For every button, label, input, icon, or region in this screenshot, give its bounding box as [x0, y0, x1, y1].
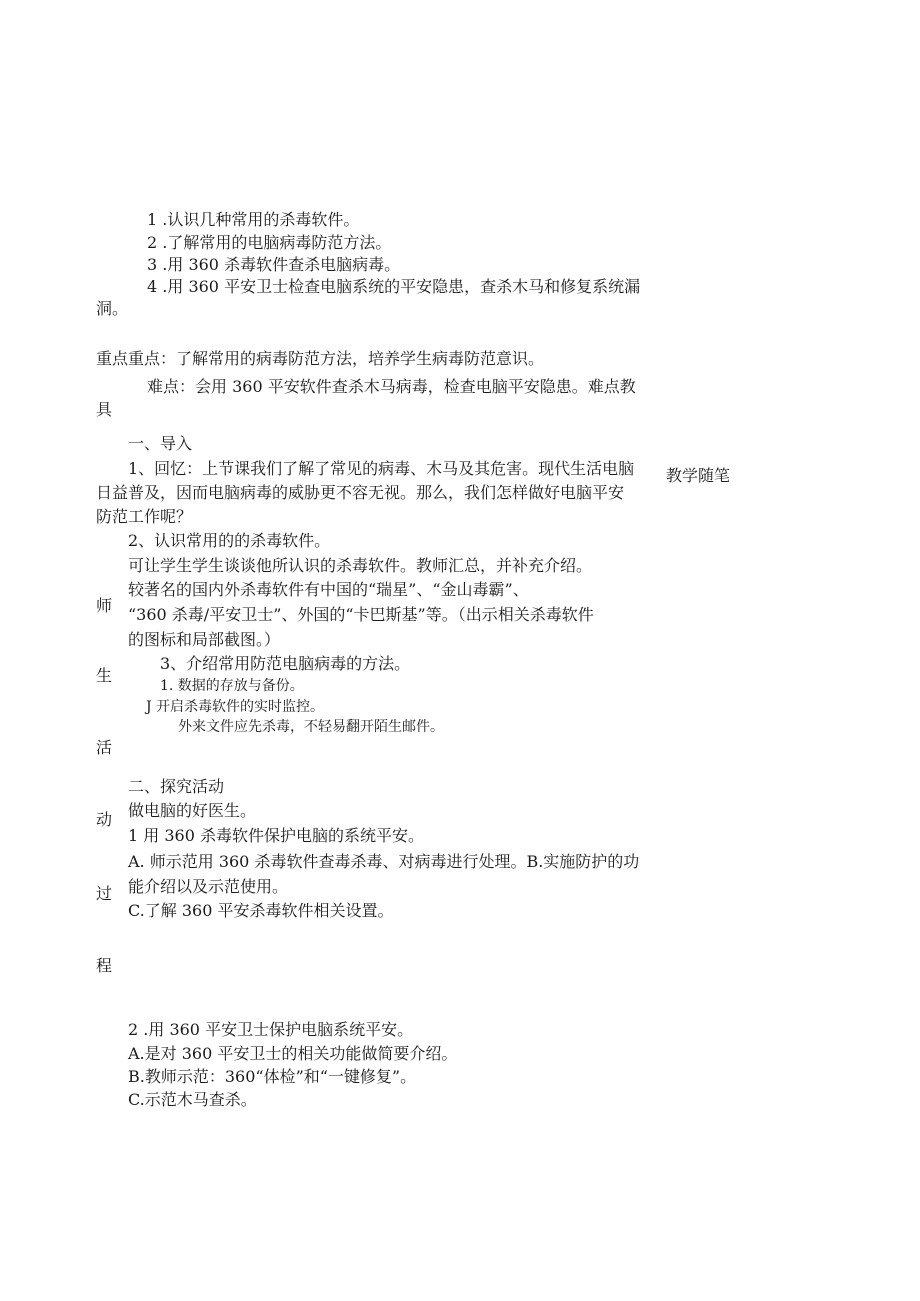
part-1-a: A. 师示范用 360 杀毒软件查毒杀毒、对病毒进行处理。B.实施防护的功	[128, 852, 640, 871]
part-2-c: C.示范木马查杀。	[128, 1090, 257, 1109]
key-points: 重点重点：了解常用的病毒防范方法，培养学生病毒防范意识。	[96, 349, 545, 368]
part-2-a: A.是对 360 平安卫士的相关功能做简要介绍。	[128, 1044, 458, 1063]
item-2-heading: 2、认识常用的的杀毒软件。	[128, 531, 331, 550]
item-2-desc: 可让学生学生谈谈他所认识的杀毒软件。教师汇总，并补充介绍。	[128, 556, 593, 575]
famous-software-line-2: “360 杀毒/平安卫士”、外国的“卡巴斯基”等。（出示相关杀毒软件	[128, 605, 594, 624]
method-2: J 开启杀毒软件的实时监控。	[146, 699, 325, 715]
objective-1: 1 .认识几种常用的杀毒软件。	[147, 210, 360, 229]
recall-line-2: 日益普及，因而电脑病毒的威胁更不容无视。那么，我们怎样做好电脑平安	[96, 483, 625, 502]
famous-software-line-3: 的图标和局部截图。）	[128, 630, 281, 649]
part-1-c: C.了解 360 平安杀毒软件相关设置。	[128, 901, 394, 920]
part-1-a-wrap: 能介绍以及示范使用。	[128, 877, 289, 896]
margin-note: 教学随笔	[666, 466, 731, 485]
section2-title: 做电脑的好医生。	[128, 801, 257, 820]
method-3: 外来文件应先杀毒，不轻易翻开陌生邮件。	[178, 719, 444, 735]
side-label-cheng: 程	[96, 956, 113, 975]
part-1-heading: 1 用 360 杀毒软件保护电脑的系统平安。	[128, 826, 424, 845]
part-2-heading: 2 .用 360 平安卫士保护电脑系统平安。	[128, 1020, 414, 1039]
difficult-points: 难点：会用 360 平安软件查杀木马病毒，检查电脑平安隐患。难点教	[147, 377, 636, 396]
objective-3: 3 .用 360 杀毒软件查杀电脑病毒。	[147, 255, 401, 274]
famous-software-line-1: 较著名的国内外杀毒软件有中国的“瑞星”、“金山毒霸”、	[128, 580, 529, 599]
recall-line-3: 防范工作呢？	[96, 507, 193, 526]
side-label-guo: 过	[96, 884, 113, 903]
method-1: 1. 数据的存放与备份。	[160, 678, 304, 694]
part-2-b: B.教师示范：360“体检”和“一键修复”。	[128, 1067, 417, 1086]
objective-4-wrap: 洞。	[96, 299, 129, 318]
item-3-heading: 3、介绍常用防范电脑病毒的方法。	[160, 654, 411, 673]
objective-2: 2 .了解常用的电脑病毒防范方法。	[147, 233, 392, 252]
side-label-sheng: 生	[96, 666, 113, 685]
objective-4: 4 .用 360 平安卫士检查电脑系统的平安隐患，查杀木马和修复系统漏	[147, 277, 641, 296]
teaching-aids-label: 具	[96, 400, 113, 419]
section2-heading: 二、探究活动	[128, 777, 225, 796]
side-label-dong: 动	[96, 810, 113, 829]
recall-line-1: 1、回忆：上节课我们了解了常见的病毒、木马及其危害。现代生活电脑	[128, 459, 635, 478]
side-label-huo: 活	[96, 738, 113, 757]
section1-heading: 一、导入	[128, 434, 193, 453]
side-label-shi: 师	[96, 596, 113, 615]
